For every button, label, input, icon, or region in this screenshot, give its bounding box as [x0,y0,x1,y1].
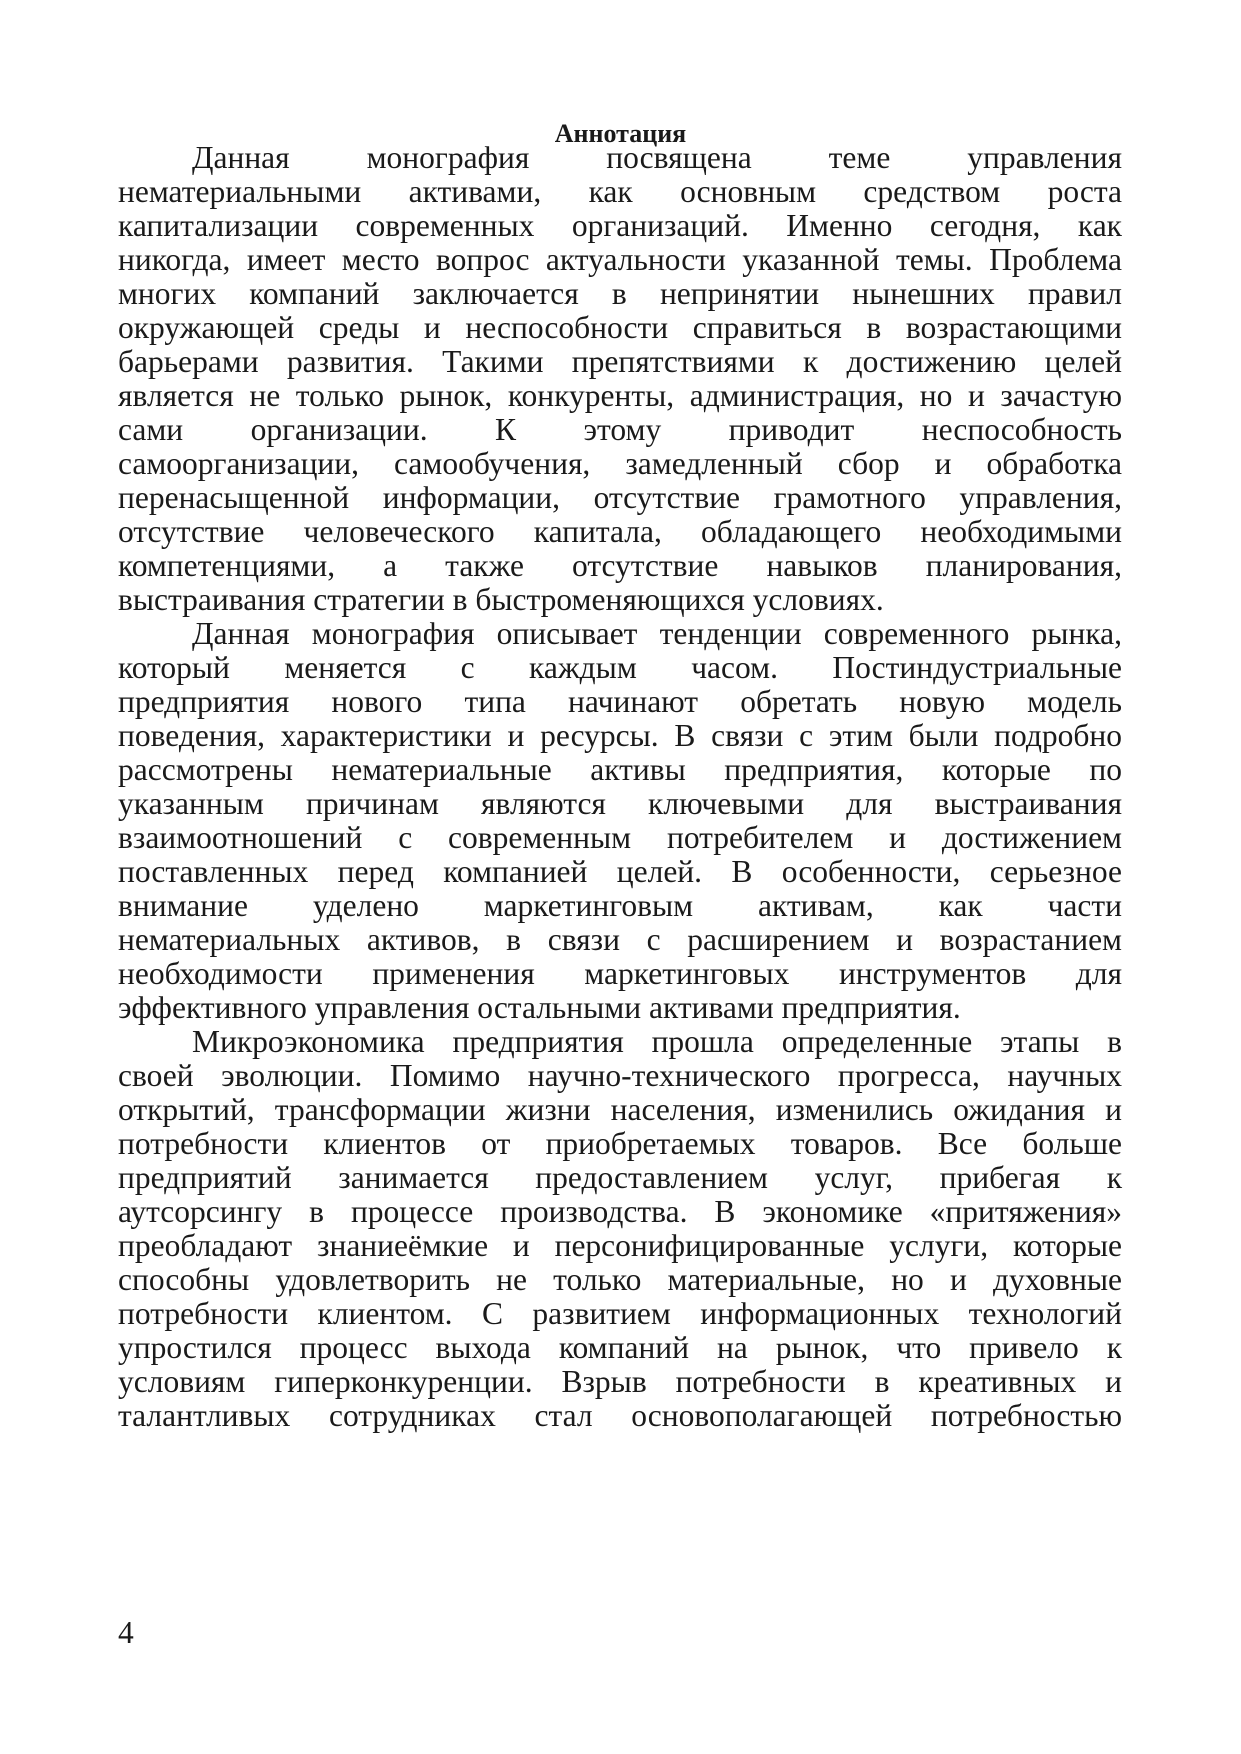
paragraph-2-line-10: нематериальных активов, в связи с расширением и возрастанием [118,922,1122,957]
paragraph-2-line-12: эффективного управления остальными активами предприятия. [118,990,961,1025]
paragraph-1-line-13: компетенциями, а также отсутствие навыков планирования, [118,548,1122,583]
paragraph-3-line-3: открытий, трансформации жизни населения, изменились ожидания и [118,1092,1122,1127]
paragraph-3-line-11: условиям гиперконкуренции. Взрыв потребности в креативных и [118,1364,1122,1399]
paragraph-2-line-4: поведения, характеристики и ресурсы. В связи с этим были подробно [118,718,1122,753]
paragraph-1-line-7: барьерами развития. Такими препятствиями к достижению целей [118,344,1122,379]
paragraph-2-line-2: который меняется с каждым часом. Постиндустриальные [118,650,1122,685]
paragraph-3-line-12: талантливых сотрудниках стал основополагающей потребностью [118,1398,1122,1433]
paragraph-3-line-5: предприятий занимается предоставлением услуг, прибегая к [118,1160,1122,1195]
paragraph-1-line-12: отсутствие человеческого капитала, обладающего необходимыми [118,514,1122,549]
paragraph-3-line-8: способны удовлетворить не только материальные, но и духовные [118,1262,1122,1297]
paragraph-2-line-6: указанным причинам являются ключевыми для выстраивания [118,786,1122,821]
paragraph-1-line-14: выстраивания стратегии в быстроменяющихся условиях. [118,582,884,617]
paragraph-1-line-11: перенасыщенной информации, отсутствие грамотного управления, [118,480,1122,515]
paragraph-1-line-8: является не только рынок, конкуренты, администрация, но и зачастую [118,378,1122,413]
paragraph-3-line-7: преобладают знаниеёмкие и персонифицированные услуги, которые [118,1228,1122,1263]
paragraph-1-line-4: никогда, имеет место вопрос актуальности указанной темы. Проблема [118,242,1122,277]
paragraph-3-line-4: потребности клиентов от приобретаемых товаров. Все больше [118,1126,1122,1161]
paragraph-3-line-6: аутсорсингу в процессе производства. В экономике «притяжения» [118,1194,1122,1229]
paragraph-1-line-5: многих компаний заключается в непринятии нынешних правил [118,276,1122,311]
paragraph-1-line-9: сами организации. К этому приводит неспособность [118,412,1122,447]
paragraph-1-line-10: самоорганизации, самообучения, замедленный сбор и обработка [118,446,1122,481]
paragraph-1-line-6: окружающей среды и неспособности справиться в возрастающими [118,310,1122,345]
page-number: 4 [118,1615,134,1650]
paragraph-2-line-9: внимание уделено маркетинговым активам, как части [118,888,1122,923]
paragraph-2-line-3: предприятия нового типа начинают обретать новую модель [118,684,1122,719]
paragraph-2-line-8: поставленных перед компанией целей. В особенности, серьезное [118,854,1122,889]
paragraph-2-line-5: рассмотрены нематериальные активы предприятия, которые по [118,752,1122,787]
paragraph-1-line-3: капитализации современных организаций. Именно сегодня, как [118,208,1122,243]
paragraph-3-line-2: своей эволюции. Помимо научно-технического прогресса, научных [118,1058,1122,1093]
paragraph-3-line-9: потребности клиентом. С развитием информационных технологий [118,1296,1122,1331]
paragraph-2-line-11: необходимости применения маркетинговых инструментов для [118,956,1122,991]
paragraph-1-line-2: нематериальными активами, как основным средством роста [118,174,1122,209]
page-title: Аннотация [554,119,687,148]
paragraph-3-line-10: упростился процесс выхода компаний на рынок, что привело к [118,1330,1122,1365]
paragraph-2-line-1: Данная монография описывает тенденции современного рынка, [192,616,1122,651]
paragraph-1-line-1: Данная монография посвящена теме управления [192,140,1122,175]
paragraph-3-line-1: Микроэкономика предприятия прошла определенные этапы в [192,1024,1122,1059]
paragraph-2-line-7: взаимоотношений с современным потребителем и достижением [118,820,1122,855]
